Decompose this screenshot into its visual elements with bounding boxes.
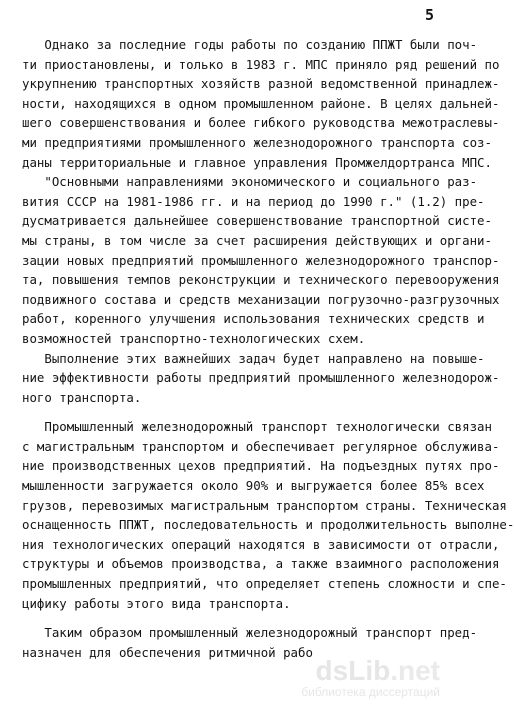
text-line: работ, коренного улучшения использования технических средств и — [22, 311, 485, 327]
text-line: укрупнению транспортных хозяйств разной ведомственной принадлеж- — [22, 76, 500, 92]
text-line: структуры и объемов производства, а также взаимного расположения — [22, 556, 500, 572]
text-line: "Основными направлениями экономического и социального раз- — [22, 174, 478, 190]
text-line: грузов, перевозимых магистральным транспортом страны. Техническая — [22, 497, 507, 513]
text-line: ние эффективности работы предприятий промышленного железнодорож- — [22, 370, 500, 386]
paragraph — [22, 172, 500, 348]
text-line: шего совершенствования и более гибкого руководства межотраслевы- — [22, 115, 500, 131]
paragraph-spacer — [22, 407, 438, 417]
text-line: вития СССР на 1981-1986 гг. и на период до 1990 г." (1.2) пре- — [22, 193, 485, 209]
text-line: Промышленный железнодорожный транспорт технологически связан — [22, 419, 492, 435]
text-line: подвижного состава и средств механизации погрузочно-разгрузочных — [22, 291, 500, 307]
text-line: ности, находящихся в одном промышленном районе. В целях дальней- — [22, 95, 500, 111]
watermark — [301, 657, 440, 699]
paragraph — [22, 417, 514, 613]
text-line: мы страны, в том числе за счет расширения действующих и органи- — [22, 232, 492, 248]
text-line: мышленности загружается около 90% и выгружается более 85% всех — [22, 478, 485, 494]
watermark-caption: библиотека диссертаций — [301, 685, 440, 699]
paragraph — [22, 35, 500, 172]
text-line: зации новых предприятий промышленного железнодорожного транспор- — [22, 252, 500, 268]
text-line: та, повышения темпов реконструкции и технического перевооружения — [22, 272, 500, 288]
text-line: оснащенность ППЖТ, последовательность и продолжительность выполне- — [22, 517, 514, 533]
page-number: 5 — [424, 6, 434, 24]
text-line: Однако за последние годы работы по созданию ППЖТ были поч- — [22, 37, 478, 52]
paragraph-spacer — [22, 613, 438, 623]
watermark-logo-main: dsLib — [315, 655, 391, 686]
text-line: возможностей транспортно-технологических схем. — [22, 330, 366, 346]
document-body — [22, 35, 514, 662]
text-line: ти приостановлены, и только в 1983 г. МПС приняло ряд решений по — [22, 56, 500, 72]
text-line: ми предприятиями промышленного железнодорожного транспорта соз- — [22, 134, 492, 150]
text-line: ние производственных цехов предприятий. На подъездных путях про- — [22, 458, 500, 474]
text-line: ния технологических операций находятся в зависимости от отрасли, — [22, 536, 500, 552]
text-line: Выполнение этих важнейших задач будет направлено на повыше- — [22, 350, 485, 366]
text-line: с магистральным транспортом и обеспечивает регулярное обслужива- — [22, 438, 500, 454]
text-line: даны территориальные и главное управления Промжелдортранса МПС. — [22, 154, 492, 170]
text-line: цифику работы этого вида транспорта. — [22, 595, 291, 611]
text-line: назначен для обеспечения ритмичной рабо — [22, 644, 313, 660]
paragraph — [22, 349, 500, 408]
text-line: ного транспорта. — [22, 389, 142, 405]
text-line: дусматривается дальнейшее совершенствование транспортной систе- — [22, 213, 492, 229]
watermark-logo-domain: .net — [390, 655, 440, 686]
watermark-logo — [301, 657, 440, 685]
text-line: Таким образом промышленный железнодорожный транспорт пред- — [22, 625, 478, 641]
text-line: промышленных предприятий, что определяет степень сложности и спе- — [22, 576, 507, 592]
